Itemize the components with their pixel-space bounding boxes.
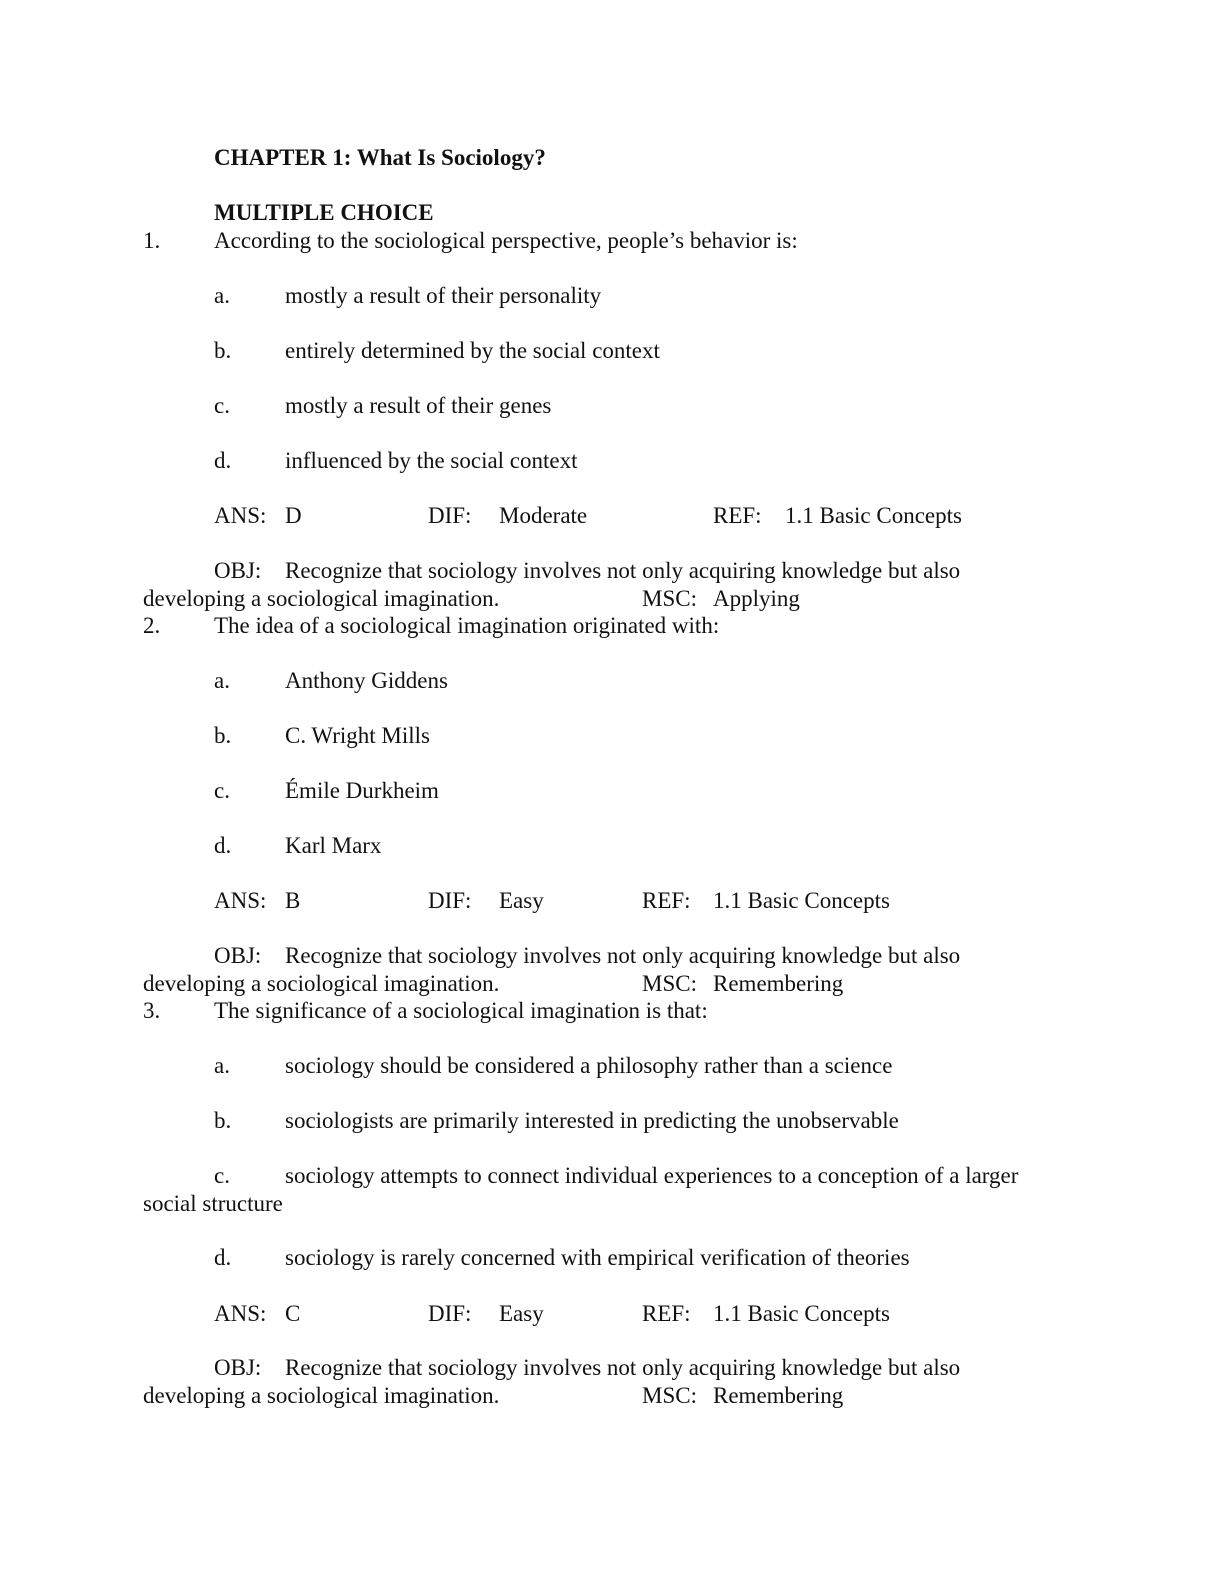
option-letter: c. bbox=[214, 778, 230, 803]
option-text: sociologists are primarily interested in predicting the unobservable bbox=[285, 1108, 899, 1133]
msc-value: Remembering bbox=[713, 1383, 844, 1408]
ref-label: REF: bbox=[642, 888, 691, 913]
obj-text-line2: developing a sociological imagination. bbox=[143, 1383, 500, 1408]
option-letter: c. bbox=[214, 393, 230, 418]
dif-label: DIF: bbox=[428, 888, 472, 913]
option-letter: a. bbox=[214, 283, 230, 308]
dif-value: Moderate bbox=[499, 503, 588, 528]
dif-label: DIF: bbox=[428, 503, 472, 528]
obj-label: OBJ: bbox=[214, 943, 262, 968]
question-number: 2. bbox=[143, 613, 161, 638]
option-letter: a. bbox=[214, 1053, 230, 1078]
ans-value: B bbox=[285, 888, 301, 913]
dif-label: DIF: bbox=[428, 1301, 472, 1326]
option-letter: b. bbox=[214, 338, 232, 363]
option-text: influenced by the social context bbox=[285, 448, 578, 473]
msc-label: MSC: bbox=[642, 1383, 697, 1408]
option-text: mostly a result of their personality bbox=[285, 283, 602, 308]
obj-text-line1: Recognize that sociology involves not only acquiring knowledge but also bbox=[285, 1355, 961, 1380]
obj-text-line1: Recognize that sociology involves not only acquiring knowledge but also bbox=[285, 943, 961, 968]
ref-value: 1.1 Basic Concepts bbox=[713, 1301, 890, 1326]
msc-value: Applying bbox=[713, 586, 800, 611]
question-text: The idea of a sociological imagination originated with: bbox=[214, 613, 720, 638]
option-text-continued: social structure bbox=[143, 1191, 283, 1216]
option-letter: b. bbox=[214, 1108, 232, 1133]
option-text: Émile Durkheim bbox=[285, 778, 439, 803]
obj-text-line1: Recognize that sociology involves not only acquiring knowledge but also bbox=[285, 558, 961, 583]
ref-value: 1.1 Basic Concepts bbox=[713, 888, 890, 913]
option-text: sociology attempts to connect individual experiences to a conception of a larger bbox=[285, 1163, 1019, 1188]
option-text: sociology should be considered a philosophy rather than a science bbox=[285, 1053, 893, 1078]
ans-label: ANS: bbox=[214, 503, 267, 528]
question-number: 1. bbox=[143, 228, 161, 253]
ref-label: REF: bbox=[642, 1301, 691, 1326]
option-letter: d. bbox=[214, 1245, 232, 1270]
ref-value: 1.1 Basic Concepts bbox=[785, 503, 962, 528]
msc-label: MSC: bbox=[642, 971, 697, 996]
question-number: 3. bbox=[143, 998, 161, 1023]
question-text: The significance of a sociological imagination is that: bbox=[214, 998, 708, 1023]
chapter-title: CHAPTER 1: What Is Sociology? bbox=[214, 145, 546, 170]
ans-label: ANS: bbox=[214, 1301, 267, 1326]
option-text: mostly a result of their genes bbox=[285, 393, 552, 418]
dif-value: Easy bbox=[499, 888, 544, 913]
option-text: Anthony Giddens bbox=[285, 668, 448, 693]
option-letter: b. bbox=[214, 723, 232, 748]
option-text: sociology is rarely concerned with empirical verification of theories bbox=[285, 1245, 910, 1270]
obj-text-line2: developing a sociological imagination. bbox=[143, 586, 500, 611]
msc-label: MSC: bbox=[642, 586, 697, 611]
dif-value: Easy bbox=[499, 1301, 544, 1326]
obj-text-line2: developing a sociological imagination. bbox=[143, 971, 500, 996]
ref-label: REF: bbox=[713, 503, 762, 528]
ans-value: D bbox=[285, 503, 302, 528]
option-text: entirely determined by the social context bbox=[285, 338, 660, 363]
question-text: According to the sociological perspective, people’s behavior is: bbox=[214, 228, 798, 253]
msc-value: Remembering bbox=[713, 971, 844, 996]
option-letter: d. bbox=[214, 833, 232, 858]
option-text: C. Wright Mills bbox=[285, 723, 430, 748]
option-text: Karl Marx bbox=[285, 833, 382, 858]
option-letter: c. bbox=[214, 1163, 230, 1188]
ans-value: C bbox=[285, 1301, 301, 1326]
obj-label: OBJ: bbox=[214, 558, 262, 583]
ans-label: ANS: bbox=[214, 888, 267, 913]
section-title: MULTIPLE CHOICE bbox=[214, 200, 434, 225]
option-letter: d. bbox=[214, 448, 232, 473]
obj-label: OBJ: bbox=[214, 1355, 262, 1380]
option-letter: a. bbox=[214, 668, 230, 693]
